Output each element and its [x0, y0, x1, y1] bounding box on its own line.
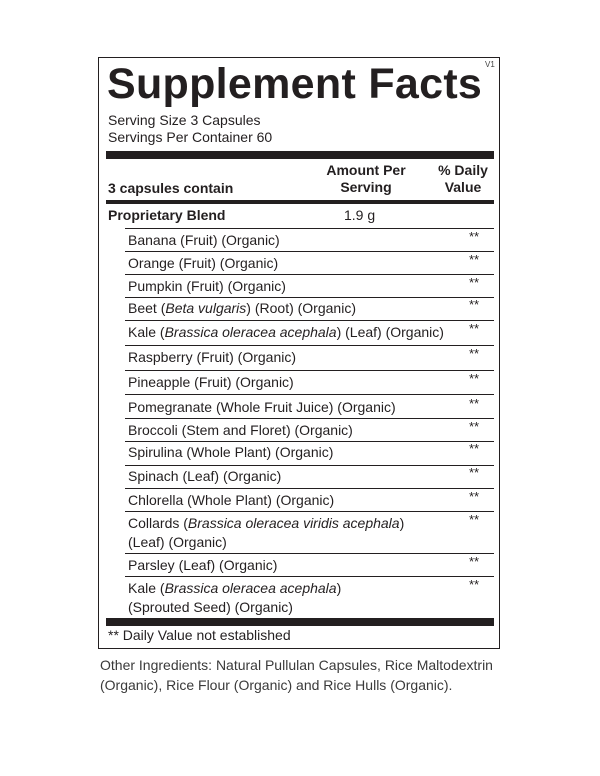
daily-value-marker: ** [468, 465, 480, 480]
blend-amount: 1.9 g [344, 207, 376, 223]
daily-value-marker: ** [468, 441, 480, 456]
header-amount-line2: Serving [340, 179, 392, 195]
ingredient-rule [125, 418, 494, 419]
ingredient-rule [125, 394, 494, 395]
daily-value-marker: ** [468, 297, 480, 312]
ingredient-rule [125, 511, 494, 512]
ingredient-rule [125, 228, 494, 229]
ingredient-name: Orange (Fruit) (Organic) [128, 255, 279, 271]
bottom-thick-bar [106, 618, 494, 626]
ingredient-name: Banana (Fruit) (Organic) [128, 232, 280, 248]
header-dv-line1: % Daily [438, 162, 488, 178]
panel-title: Supplement Facts [107, 60, 483, 108]
ingredient-name: Kale (Brassica oleracea acephala) (Leaf) (Organic) [128, 324, 444, 340]
ingredient-rule [125, 345, 494, 346]
daily-value-marker: ** [468, 346, 480, 361]
ingredient-rule [125, 465, 494, 466]
ingredient-name: Parsley (Leaf) (Organic) [128, 557, 278, 573]
ingredient-rule [125, 297, 494, 298]
daily-value-marker: ** [468, 419, 480, 434]
header-dv-line2: Value [444, 179, 482, 195]
daily-value-marker: ** [468, 396, 480, 411]
daily-value-marker: ** [468, 229, 480, 244]
ingredient-name: Broccoli (Stem and Floret) (Organic) [128, 422, 353, 438]
header-contains: 3 capsules contain [108, 180, 234, 196]
ingredient-rule [125, 320, 494, 321]
ingredient-name: Beet (Beta vulgaris) (Root) (Organic) [128, 300, 356, 316]
header-rule [106, 200, 494, 204]
ingredient-name: Chlorella (Whole Plant) (Organic) [128, 492, 335, 508]
ingredient-rule [125, 251, 494, 252]
ingredient-name: Collards (Brassica oleracea viridis acephala) (Leaf) (Organic) [128, 515, 405, 550]
ingredient-name: Kale (Brassica oleracea acephala) (Sprouted Seed) (Organic) [128, 580, 342, 615]
ingredient-rule [125, 576, 494, 577]
daily-value-marker: ** [468, 321, 480, 336]
ingredient-name: Spinach (Leaf) (Organic) [128, 468, 282, 484]
ingredient-rule [125, 441, 494, 442]
ingredient-rule [125, 488, 494, 489]
daily-value-marker: ** [468, 275, 480, 290]
version-code: V1 [485, 60, 495, 69]
daily-value-marker: ** [468, 554, 480, 569]
header-daily-value [430, 162, 496, 196]
top-thick-bar [106, 151, 494, 159]
ingredient-name: Pineapple (Fruit) (Organic) [128, 374, 294, 390]
ingredient-rule [125, 553, 494, 554]
header-amount-line1: Amount Per [326, 162, 406, 178]
serving-size: Serving Size 3 Capsules [108, 112, 261, 128]
daily-value-marker: ** [468, 577, 480, 592]
ingredient-name: Pomegranate (Whole Fruit Juice) (Organic) [128, 399, 396, 415]
daily-value-marker: ** [468, 252, 480, 267]
ingredient-name: Raspberry (Fruit) (Organic) [128, 349, 297, 365]
ingredient-name: Spirulina (Whole Plant) (Organic) [128, 444, 334, 460]
ingredient-name: Pumpkin (Fruit) (Organic) [128, 278, 286, 294]
ingredient-rule [125, 370, 494, 371]
ingredient-rule [125, 274, 494, 275]
other-ingredients: Other Ingredients: Natural Pullulan Capsules, Rice Maltodextrin (Organic), Rice Flour (Organic) and Rice Hulls (Organic). [100, 657, 493, 693]
serving-info [108, 112, 272, 146]
servings-per-container: Servings Per Container 60 [108, 129, 273, 145]
daily-value-marker: ** [468, 512, 480, 527]
footnote: ** Daily Value not established [108, 627, 291, 643]
daily-value-marker: ** [468, 371, 480, 386]
blend-name: Proprietary Blend [108, 207, 226, 223]
daily-value-marker: ** [468, 489, 480, 504]
header-amount [316, 162, 416, 196]
